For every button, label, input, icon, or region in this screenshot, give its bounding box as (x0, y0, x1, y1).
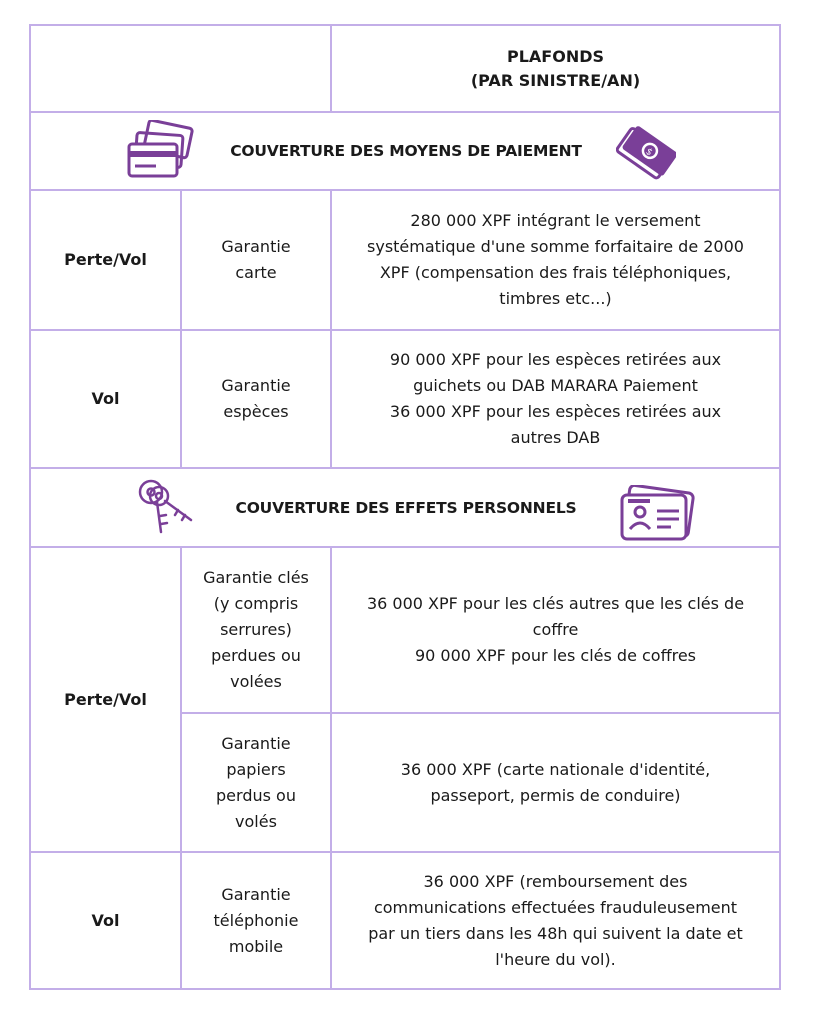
svg-text:$: $ (643, 146, 655, 159)
id-card-icon (619, 485, 697, 545)
table-row-ceiling (332, 331, 779, 467)
event-label: Vol (91, 910, 120, 930)
ceiling-line: l'heure du vol). (495, 949, 616, 969)
guarantee-line: volées (230, 672, 282, 691)
ceiling-line: 36 000 XPF pour les clés autres que les clés de (366, 594, 745, 613)
table-row-guarantee (182, 548, 330, 712)
table-row-ceiling (332, 191, 779, 329)
table-row-event (31, 548, 180, 851)
section-personal-label: COUVERTURE DES EFFETS PERSONNELS (235, 498, 577, 517)
guarantee-line: Garantie (221, 376, 291, 395)
table-row-event (31, 191, 180, 329)
guarantee-line: Garantie (221, 237, 291, 256)
table-row-guarantee (182, 331, 330, 467)
guarantee-line: (y compris (213, 594, 299, 613)
table-row-ceiling (332, 853, 779, 988)
ceiling-line: 90 000 XPF pour les clés de coffres (414, 646, 697, 665)
table-row-event (31, 331, 180, 467)
section-payment-title (151, 113, 661, 189)
guarantee-line: volés (235, 811, 277, 831)
table-row-guarantee (182, 853, 330, 988)
table-row-guarantee (182, 714, 330, 851)
ceiling-line: autres DAB (510, 428, 601, 447)
ceiling-line: timbres etc...) (499, 289, 612, 308)
ceiling-header (332, 26, 779, 111)
guarantee-line: papiers (226, 759, 286, 779)
coverage-table (29, 24, 781, 990)
event-label: Vol (91, 389, 120, 408)
ceiling-line: guichets ou DAB MARARA Paiement (413, 376, 698, 395)
guarantee-line: serrures) (220, 620, 292, 639)
ceiling-line: systématique d'une somme forfaitaire de 2000 (367, 237, 744, 256)
guarantee-line: téléphonie (213, 910, 299, 930)
ceiling-line: 36 000 XPF (carte nationale d'identité, (400, 759, 711, 779)
guarantee-line: espèces (223, 402, 289, 421)
ceiling-line: communications effectuées frauduleusement (373, 897, 738, 917)
table-row-ceiling (332, 714, 779, 851)
ceiling-header-line2: (PAR SINISTRE/AN) (470, 70, 641, 90)
event-label: Perte/Vol (64, 689, 147, 709)
guarantee-line: Garantie clés (203, 568, 309, 587)
credit-cards-icon (126, 120, 198, 182)
ceiling-line: passeport, permis de conduire) (430, 785, 681, 805)
ceiling-line: 280 000 XPF intégrant le versement (410, 211, 701, 230)
guarantee-line: carte (235, 263, 277, 282)
section-personal-title (151, 469, 661, 546)
guarantee-line: perdus ou (216, 785, 296, 805)
ceiling-line: 90 000 XPF pour les espèces retirées aux (389, 350, 722, 369)
table-row-ceiling (332, 548, 779, 712)
ceiling-line: par un tiers dans les 48h qui suivent la date et (368, 923, 743, 943)
section-payment-label: COUVERTURE DES MOYENS DE PAIEMENT (230, 142, 582, 160)
guarantee-line: perdues ou (211, 646, 301, 665)
guarantee-line: Garantie (221, 884, 291, 904)
ceiling-header-line1: PLAFONDS (506, 46, 605, 66)
ceiling-line: 36 000 XPF pour les espèces retirées aux (389, 402, 722, 421)
ceiling-line: 36 000 XPF (remboursement des (423, 871, 688, 891)
guarantee-line: mobile (228, 936, 284, 956)
banknotes-icon (616, 122, 676, 184)
ceiling-line: coffre (532, 620, 579, 639)
table-row-event (31, 853, 180, 988)
ceiling-line: XPF (compensation des frais téléphoniques, (379, 263, 732, 282)
table-row-guarantee (182, 191, 330, 329)
guarantee-line: Garantie (221, 733, 291, 753)
keys-icon (135, 476, 197, 538)
event-label: Perte/Vol (64, 250, 147, 269)
